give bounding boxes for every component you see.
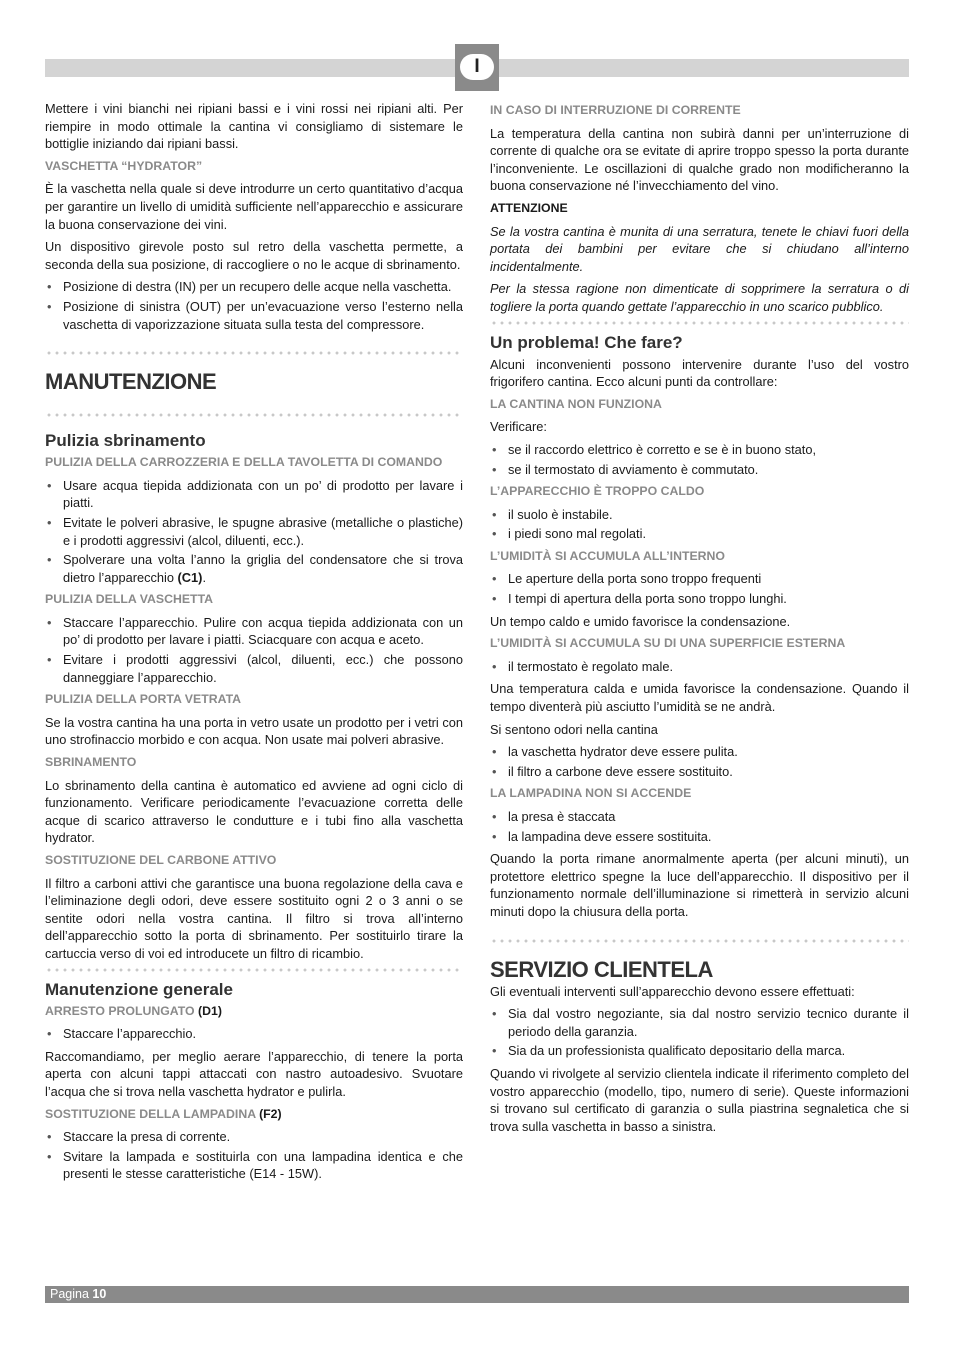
list-item: • la presa è staccata	[490, 808, 909, 826]
list-item: • se il raccordo elettrico è corretto e se è in buono stato,	[490, 441, 909, 459]
corrente-title: IN CASO DI INTERRUZIONE DI CORRENTE	[490, 103, 741, 117]
pulizia-heading: Pulizia sbrinamento	[45, 431, 206, 451]
corrente-paragraph: La temperatura della cantina non subirà danni per un’interruzione di corrente di qualche ora se evitate di aprire troppo spesso la porta durante l’inconveniente. Le oscillazioni di qualche grado non modificheranno la buona conservazione né l’invecchiamento del vino.	[490, 125, 909, 194]
list-item-text: Spolverare una volta l’anno la griglia del condensatore che si trova dietro l’apparecchio	[63, 552, 463, 585]
figure-ref: (C1)	[177, 569, 203, 585]
list-item: • il suolo è instabile.	[490, 506, 909, 524]
hydrator-paragraph-2: Un dispositivo girevole posto sul retro della vaschetta permette, a seconda della sua posizione, di raccogliere o no le acque di sbrinamento.	[45, 239, 463, 272]
non-funziona-list	[490, 441, 909, 478]
left-column	[45, 100, 463, 1188]
porta-title: PULIZIA DELLA PORTA VETRATA	[45, 692, 242, 707]
carrozzeria-list	[45, 477, 463, 587]
list-item: • Evitate le polveri abrasive, le spugne abrasive (metalliche o plastiche) e i prodotti aggressivi (alcol, diluenti, ecc.).	[45, 514, 463, 549]
dotted-divider	[45, 351, 463, 355]
vaschetta-list	[45, 614, 463, 686]
problema-heading: Un problema! Che fare?	[490, 332, 683, 352]
carbone-paragraph: Il filtro a carboni attivi che garantisce una buona regolazione della cava e l’eliminazione degli odori, deve essere sostituito ogni 2 o 3 anni o se sentite odori nella vostra cantina. Il filtro si trova all’interno dell’apparecchio sotto la porta di sbrinamento. Per sostituirlo tirare la cartuccia verso di voi ed introducete un filtro di ricambio.	[45, 875, 463, 961]
carbone-title: SOSTITUZIONE DEL CARBONE ATTIVO	[45, 853, 277, 867]
list-item: • Posizione di destra (IN) per un recupero delle acque nella vaschetta.	[45, 278, 463, 296]
right-column	[490, 100, 909, 1140]
caldo-list	[490, 506, 909, 543]
figure-ref: (F2)	[259, 1106, 282, 1121]
list-item: • il termostato è regolato male.	[490, 658, 909, 676]
verificare-label: Verificare:	[490, 419, 547, 435]
attenzione-paragraph-1: Se la vostra cantina è munita di una serratura, tenete le chiavi fuori della portata dei bambini per evitare che si chiudano all’interno incidentalmente.	[490, 223, 909, 274]
list-item: • Sia da un professionista qualificato depositario della marca.	[490, 1042, 909, 1060]
umidita-interno-list	[490, 570, 909, 607]
lampadina-spenta-list	[490, 808, 909, 845]
list-item: • Spolverare una volta l’anno la griglia del condensatore che si trova dietro l’apparecchio (C1).	[45, 551, 463, 586]
page-number: 10	[92, 1287, 107, 1301]
servizio-paragraph: Gli eventuali interventi sull’apparecchio devono essere effettuati:	[490, 983, 855, 999]
servizio-list	[490, 1005, 909, 1060]
dotted-divider	[45, 413, 463, 417]
list-item: • la vaschetta hydrator deve essere pulita.	[490, 743, 909, 761]
manutenzione-heading: MANUTENZIONE	[45, 369, 217, 395]
vaschetta-title: PULIZIA DELLA VASCHETTA	[45, 592, 214, 607]
arresto-paragraph: Raccomandiamo, per meglio aerare l’apparecchio, di tenere la porta aperta con alcuni tappi attaccati con nastro autoadesivo. Svuotare l’acqua che si trova nella vaschetta hydrator e pulirla.	[45, 1048, 463, 1099]
carrozzeria-title: PULIZIA DELLA CARROZZERIA E DELLA TAVOLETTA DI COMANDO	[45, 455, 443, 470]
list-item: • Evitare i prodotti aggressivi (alcol, diluenti, ecc.) che possono danneggiare l’apparecchio.	[45, 651, 463, 686]
list-item: • Posizione di sinistra (OUT) per un’evacuazione verso l’esterno nella vaschetta di vaporizzazione situata sulla testa del compressore.	[45, 298, 463, 333]
lampadina-spenta-paragraph: Quando la porta rimane anormalmente aperta (per alcuni minuti), un protettore elettrico spegne la luce dell’apparecchio. Il dispositivo per il funzionamento normale dell’illuminazione si rimetterà in servizio alcuni minuti dopo la chiusura della porta.	[490, 851, 909, 919]
list-item: • Sia dal vostro negoziante, sia dal nostro servizio tecnico durante il periodo della garanzia.	[490, 1005, 909, 1040]
problema-paragraph: Alcuni inconvenienti possono intervenire durante l’uso del vostro frigorifero cantina. Ecco alcuni punti da controllare:	[490, 356, 909, 390]
attenzione-paragraph-2: Per la stessa ragione non dimenticate di sopprimere la serratura o di togliere la porta quando gettate l’apparecchio in uno scarico pubblico.	[490, 281, 909, 314]
list-item: • Usare acqua tiepida addizionata con un po’ di prodotto per lavare i piatti.	[45, 477, 463, 512]
non-funziona-title: LA CANTINA NON FUNZIONA	[490, 396, 662, 411]
language-badge	[455, 44, 499, 91]
list-item: • i piedi sono mal regolati.	[490, 525, 909, 543]
list-item: • il filtro a carbone deve essere sostituito.	[490, 763, 909, 781]
page-label: Pagina	[50, 1287, 89, 1301]
list-item: • Le aperture della porta sono troppo frequenti	[490, 570, 909, 588]
lampadina-title	[45, 1106, 463, 1124]
hydrator-paragraph-1: È la vaschetta nella quale si deve introdurre un certo quantitativo d’acqua per garantire un livello di umidità sufficiente nell’apparecchio e assicurare la buona conservazione dei vini.	[45, 181, 463, 232]
dotted-divider	[490, 321, 909, 325]
sbrinamento-title: SBRINAMENTO	[45, 755, 137, 770]
figure-ref: (D1)	[198, 1003, 222, 1018]
footer-bar	[45, 1286, 909, 1303]
hydrator-title: VASCHETTA “HYDRATOR”	[45, 158, 203, 173]
list-item: • Svitare la lampada e sostituirla con una lampadina identica e che presenti le stesse caratteristiche (E14 - 15W).	[45, 1148, 463, 1183]
attenzione-title: ATTENZIONE	[490, 200, 568, 215]
arresto-list	[45, 1025, 463, 1043]
umidita-esterna-paragraph: Una temperatura calda e umida favorisce la condensazione. Quando il tempo diventerà più asciutto l’umidità se ne andrà.	[490, 681, 909, 715]
odori-list	[490, 743, 909, 780]
lampadina-title-text: SOSTITUZIONE DELLA LAMPADINA	[45, 1106, 256, 1121]
list-item: • Staccare la presa di corrente.	[45, 1128, 463, 1146]
umidita-esterna-list	[490, 658, 909, 676]
list-item: • Staccare l’apparecchio.	[45, 1025, 463, 1043]
odori-paragraph: Si sentono odori nella cantina	[490, 721, 658, 737]
list-item: • I tempi di apertura della porta sono troppo lunghi.	[490, 590, 909, 608]
list-item: • la lampadina deve essere sostituita.	[490, 828, 909, 846]
intro-paragraph: Mettere i vini bianchi nei ripiani bassi e i vini rossi nei ripiani alti. Per riempire in modo ottimale la cantina vi consigliamo di sistemare le bottiglie iniziando dai ripiani bassi.	[45, 101, 463, 152]
umidita-interno-paragraph: Un tempo caldo e umido favorisce la condensazione.	[490, 613, 791, 629]
list-item: • Staccare l’apparecchio. Pulire con acqua tiepida addizionata con un po’ di prodotto per lavare i piatti. Sciacquare con acqua e aceto.	[45, 614, 463, 649]
servizio-heading: SERVIZIO CLIENTELA	[490, 956, 713, 982]
caldo-title: L’APPARECCHIO È TROPPO CALDO	[490, 484, 705, 499]
umidita-interno-title: L’UMIDITÀ SI ACCUMULA ALL’INTERNO	[490, 548, 725, 563]
dotted-divider	[490, 939, 909, 943]
language-badge-label: I	[460, 54, 494, 80]
lampadina-list	[45, 1128, 463, 1183]
dotted-divider	[45, 968, 463, 972]
list-item: • se il termostato di avviamento è commutato.	[490, 461, 909, 479]
sbrinamento-paragraph: Lo sbrinamento della cantina è automatico ed avviene ad ogni ciclo di funzionamento. Verificare periodicamente l’evacuazione corretta delle acque di scarico attraverso le condutture e i tubi fino alla vaschetta hydrator.	[45, 777, 463, 846]
arresto-title-text: ARRESTO PROLUNGATO	[45, 1003, 195, 1018]
umidita-esterna-title: L’UMIDITÀ SI ACCUMULA SU DI UNA SUPERFICIE ESTERNA	[490, 636, 846, 651]
porta-paragraph: Se la vostra cantina ha una porta in vetro usate un prodotto per i vetri con uno strofinaccio morbido e con acqua. Non usate mai polveri abrasive.	[45, 714, 463, 748]
servizio-paragraph-2: Quando vi rivolgete al servizio clientela indicate il riferimento completo del vostro apparecchio (modello, tipo, numero di serie). Queste informazioni si trovano sul certificato di garanzia o sulla piastrina segnaletica che si trova sulla vaschetta in basso a sinistra.	[490, 1065, 909, 1134]
hydrator-list	[45, 278, 463, 333]
lampadina-spenta-title: LA LAMPADINA NON SI ACCENDE	[490, 786, 692, 801]
generale-heading: Manutenzione generale	[45, 979, 233, 999]
arresto-title	[45, 1003, 463, 1021]
